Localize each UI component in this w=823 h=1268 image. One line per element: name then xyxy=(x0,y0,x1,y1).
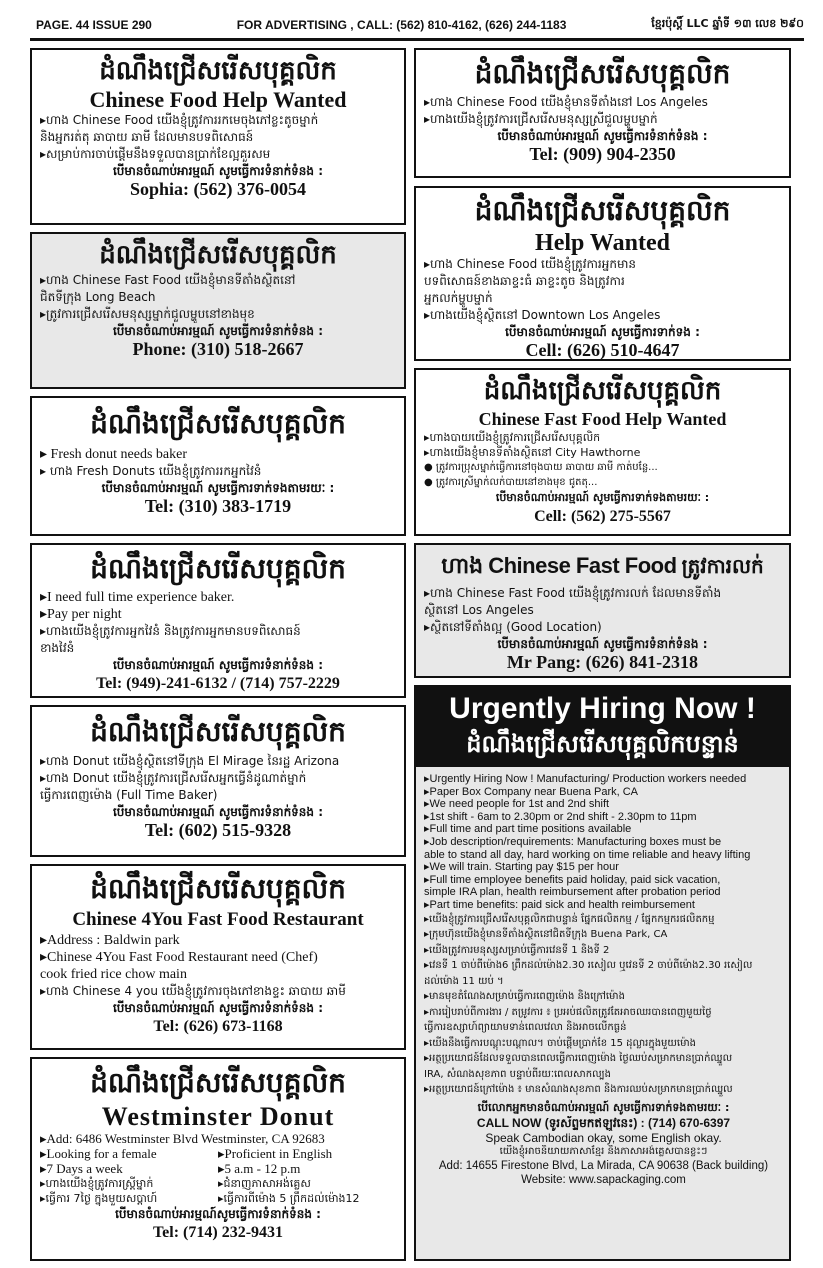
ad-line: ▸ការរៀបរាប់ពីការងារ / តម្រូវការ ៖ ប្រអប់ផលិតត្រូវតែអាចឈរបានពេញមួយថ្ងៃ xyxy=(424,1006,712,1018)
ad-details-left xyxy=(40,1146,218,1206)
ad-line: ▸យើងនឹងធ្វើការបណ្តុះបណ្តាល។ ចាប់ផ្តើមប្រាក់ខែ 15 ដុល្លារក្នុងមួយម៉ោង xyxy=(424,1037,696,1049)
ad-chinese-fast-food-hawthorne xyxy=(414,368,791,536)
ad-chinese-fast-food-for-sale xyxy=(414,543,791,678)
ad-line: ▸ក្រុមហ៊ុនយើងខ្ញុំមានទីតាំងស្ថិតនៅជិតទីក្រុង Buena Park, CA xyxy=(424,929,668,941)
ad-help-wanted-downtown xyxy=(414,186,791,361)
ad-line: ▸ហាង Donut យើងខ្ញុំត្រូវការជ្រើសរើសអ្នកធ្វើនំដូណាត់ម្នាក់ xyxy=(40,771,307,785)
ad-full-time-baker xyxy=(30,543,406,698)
ad-title-khmer: ដំណឹងជ្រើសរើសបុគ្គលិក xyxy=(99,56,337,86)
ad-line: ខាងវៃនំ xyxy=(40,641,75,655)
ad-line: ▸ស្ថិតនៅទីតាំងល្អ (Good Location) xyxy=(424,620,602,634)
ad-line: ▸ធ្វើការពីម៉ោង 5 ព្រឹកដល់ម៉ោង12 xyxy=(218,1192,360,1205)
ad-call-now: CALL NOW (ទូរស័ព្ទមកឥឡូវនេះ) : (714) 670-6397 xyxy=(476,1115,731,1130)
banner-khmer: ដំណឹងជ្រើសរើសបុគ្គលិកបន្ទាន់ xyxy=(416,727,789,767)
ad-line: ▸វេនទី 1 ចាប់ពីម៉ោង6 ព្រឹកដល់ម៉ោង2.30 រសៀល ឬវេនទី 2 ចាប់ពីម៉ោង2.30 រសៀល xyxy=(424,960,753,972)
ad-line: ▸ហាង Chinese Food យើងខ្ញុំមានទីតាំងនៅ Los Angeles xyxy=(424,95,708,109)
ad-chinese-food-los-angeles xyxy=(414,48,791,178)
ad-line: ▸ហាងយើងខ្ញុំត្រូវការជ្រើសរើសមនុស្សស្រីជួលម្ហូបម្នាក់ xyxy=(424,112,658,126)
ad-line: ▸I need full time experience baker. xyxy=(40,590,235,605)
ad-title-khmer: ដំណឹងជ្រើសរើសបុគ្គលិក xyxy=(483,376,722,406)
ad-details-right xyxy=(218,1146,396,1206)
ad-title-english: Westminster Donut xyxy=(101,1102,335,1131)
ad-line: ▸5 a.m - 12 p.m xyxy=(218,1161,301,1176)
ad-phone: Tel: (310) 383-1719 xyxy=(144,496,292,516)
page-issue: PAGE. 44 ISSUE 290 xyxy=(36,18,152,32)
ad-phone: Cell: (562) 275-5567 xyxy=(534,508,671,525)
ad-title-english: Chinese Food Help Wanted xyxy=(89,87,347,112)
ad-details xyxy=(40,1146,396,1206)
ad-cta: បើលោកអ្នកមានចំណាប់អារម្មណ៍ សូមធ្វើការទាក់ទងតាមរយៈ : xyxy=(477,1100,730,1114)
ad-line: ▸Urgently Hiring Now ! Manufacturing/ Production workers needed xyxy=(424,773,747,785)
advertising-contact: FOR ADVERTISING , CALL: (562) 810-4162, (626) 244-1183 xyxy=(236,18,567,32)
ad-cta: បើមានចំណាប់អារម្មណ៍ សូមធ្វើការទាក់ទងតាមរយៈ : xyxy=(101,481,335,495)
ad-donut-el-mirage xyxy=(30,705,406,857)
ad-line: ▸មានមុខតំណែងសម្រាប់ធ្វើការពេញម៉ោង និងក្រៅម៉ោង xyxy=(424,991,625,1003)
ad-line: ធ្វើការឧស្សាហ៍ព្យាយាមទាន់ពេលវេលា និងអាចលើកធ្ងន់ xyxy=(424,1022,627,1034)
ad-line: ▸ហាង Donut យើងខ្ញុំស្ថិតនៅទីក្រុង El Mirage នៃរដ្ឋ Arizona xyxy=(40,754,340,768)
ad-language-en: Speak Cambodian okay, some English okay. xyxy=(485,1130,722,1145)
ad-title-english: Chinese Fast Food Help Wanted xyxy=(478,409,727,429)
ad-urgently-hiring xyxy=(414,685,791,1261)
ad-line: ▸ហាង Chinese Fast Food យើងខ្ញុំត្រូវការលក់ ដែលមានទីតាំង xyxy=(424,586,722,600)
publication-info: ខ្មែរប៉ុស្តិ៍ LLC ឆ្នាំទី ១៣ លេខ ២៩០ xyxy=(651,17,804,30)
ad-line: ▸1st shift - 6am to 2.30pm or 2nd shift - 2.30pm to 11pm xyxy=(424,810,697,823)
ad-line: ▸We will train. Starting pay $15 per hour xyxy=(424,861,619,874)
ad-sale-title xyxy=(424,549,781,585)
ad-line: ▸ធ្វើការ 7ថ្ងៃ ក្នុងមួយសប្ដាហ៍ xyxy=(40,1192,158,1205)
ad-line: ស្ថិតនៅ Los Angeles xyxy=(424,603,534,617)
ad-line: ▸Paper Box Company near Buena Park, CA xyxy=(424,785,639,798)
ad-line: ▸7 Days a week xyxy=(40,1161,123,1176)
page-header xyxy=(36,14,804,36)
ad-line: ▸ហាង Chinese Food យើងខ្ញុំត្រូវការអ្នកមាន xyxy=(424,257,637,271)
ad-address: Add: 14655 Firestone Blvd, La Mirada, CA 90638 (Back building) xyxy=(438,1159,769,1172)
ad-body xyxy=(416,767,789,1187)
ad-title-khmer: ដំណឹងជ្រើសរើសបុគ្គលិក xyxy=(90,872,346,905)
ad-chinese-fast-food-long-beach xyxy=(30,232,406,389)
ad-westminster-donut xyxy=(30,1057,406,1261)
ad-cta: បើមានចំណាប់អារម្មណ៍ សូមធ្វើការទំនាក់ទំនង : xyxy=(112,164,324,178)
ad-line: ▸ ហាង Fresh Donuts យើងខ្ញុំត្រូវការរកអ្នកវៃនំ xyxy=(40,464,262,478)
ad-title-khmer: ដំណឹងជ្រើសរើសបុគ្គលិក xyxy=(90,715,346,748)
ad-title-khmer: ដំណឹងជ្រើសរើសបុគ្គលិក xyxy=(90,552,346,585)
ad-cta: បើមានចំណាប់អារម្មណ៍សូមធ្វើការទំនាក់ទំនង : xyxy=(115,1207,321,1221)
ad-phone: Phone: (310) 518-2667 xyxy=(132,339,304,359)
ad-line: ▸ហាងយើងខ្ញុំស្ថិតនៅ Downtown Los Angeles xyxy=(424,308,661,322)
ad-line: ▸អត្ថប្រយោជន៍ដែលទទួលបានពេលធ្វើការពេញម៉ោង ថ្ងៃឈប់សម្រាកមានប្រាក់ឈ្នួល xyxy=(424,1053,733,1065)
ad-line: ▸ជំនាញភាសាអង់គ្លេស xyxy=(218,1177,311,1190)
ad-cta: បើមានចំណាប់អារម្មណ៍ សូមធ្វើការទំនាក់ទំនង : xyxy=(497,637,708,651)
ad-line: ▸ត្រូវការជ្រើសរើសមនុស្សម្នាក់ជួលម្ហូបនៅខាងមុខ xyxy=(40,307,255,321)
ad-cta: បើមានចំណាប់អារម្មណ៍ សូមធ្វើការទំនាក់ទំនង : xyxy=(112,805,324,819)
ad-phone: Tel: (714) 232-9431 xyxy=(152,1224,284,1241)
ad-line: ▸Proficient in English xyxy=(218,1146,333,1161)
ad-line: ▸ហាង Chinese 4 you យើងខ្ញុំត្រូវការចុងភៅខាងខ្ទះ ឆាបាយ ឆាមី xyxy=(40,984,346,998)
ad-phone: Sophia: (562) 376-0054 xyxy=(129,179,306,199)
ad-line: ● ត្រូវការស្រីម្នាក់លក់បាយនៅខាងមុខ ជូតតុ... xyxy=(424,477,598,488)
ad-line: IRA, សំណងសុខភាព បន្ទាប់ពីរយៈពេលសាកល្បង xyxy=(424,1068,611,1080)
ad-sale-title-khmer-right: ត្រូវការលក់ xyxy=(681,554,764,578)
ad-line: ▸ហាង Chinese Fast Food យើងខ្ញុំមានទីតាំងស្ថិតនៅ xyxy=(40,273,296,287)
ad-chinese-food-help-wanted xyxy=(30,48,406,225)
ad-title-english: Chinese 4You Fast Food Restaurant xyxy=(72,909,364,930)
ad-cta: បើមានចំណាប់អារម្មណ៍ សូមធ្វើការទាក់ទងតាមរយៈ : xyxy=(495,491,710,504)
ad-cta: បើមានចំណាប់អារម្មណ៍ សូមធ្វើការទាក់ទង : xyxy=(505,325,700,339)
ad-line: ▸We need people for 1st and 2nd shift xyxy=(424,798,610,811)
ad-cta: បើមានចំណាប់អារម្មណ៍ សូមធ្វើការទំនាក់ទំនង : xyxy=(112,1001,324,1015)
ad-address: ▸Add: 6486 Westminster Blvd Westminster, CA 92683 xyxy=(40,1131,325,1146)
ad-phone: Tel: (909) 904-2350 xyxy=(529,144,676,164)
banner-english: Urgently Hiring Now ! xyxy=(416,687,789,727)
ad-line: ធ្វើការពេញម៉ោង (Full Time Baker) xyxy=(40,788,218,802)
ad-line: ▸សម្រាប់ការចាប់ផ្ដើមនឹងទទួលបានប្រាក់ខែល្អគួរសម xyxy=(40,147,271,161)
ad-line: ▸Address : Baldwin park xyxy=(40,933,180,948)
ad-line: ▸អត្ថប្រយោជន៍ក្រៅម៉ោង ៖ មានសំណងសុខភាព និងការឈប់សម្រាកមានប្រាក់ឈ្នួល xyxy=(424,1084,733,1096)
ad-fresh-donut-baker xyxy=(30,396,406,536)
ad-line: ▸Pay per night xyxy=(40,607,122,622)
ad-sale-title-english: Chinese Fast Food xyxy=(488,553,677,578)
ad-language-kh: យើងខ្ញុំអាចនិយាយភាសាខ្មែរ និងភាសាអង់គ្លេសបានខ្លះៗ xyxy=(499,1145,708,1157)
ad-line: ▸យើងខ្ញុំត្រូវការជ្រើសរើសបុគ្គលិកជាបន្ទាន់ ផ្នែកផលិតកម្ម / ផ្នែកកម្មករផលិតកម្ម xyxy=(424,913,715,925)
ad-phone: Tel: (602) 515-9328 xyxy=(144,820,292,840)
ad-phone: Tel: (626) 673-1168 xyxy=(153,1018,283,1035)
ad-line: ▸ហាងយើងខ្ញុំត្រូវការស្ត្រីម្នាក់ xyxy=(40,1177,154,1190)
ad-phone: Cell: (626) 510-4647 xyxy=(525,340,680,360)
ad-cta: បើមានចំណាប់អារម្មណ៍ សូមធ្វើការទំនាក់ទំនង : xyxy=(112,658,324,672)
ad-line: អ្នកលក់ម្ហូបម្នាក់ xyxy=(424,291,493,305)
ad-title-khmer: ដំណឹងជ្រើសរើសបុគ្គលិក xyxy=(474,57,731,90)
ad-line: cook fried rice chow main xyxy=(40,967,187,982)
ad-cta: បើមានចំណាប់អារម្មណ៍ សូមធ្វើការទំនាក់ទំនង : xyxy=(497,129,708,143)
ad-chinese-4you xyxy=(30,864,406,1050)
ad-title-english: Help Wanted xyxy=(535,230,670,256)
ad-line: ▸Full time employee benefits paid holiday, paid sick vacation, xyxy=(424,873,721,886)
ad-title-khmer: ដំណឹងជ្រើសរើសបុគ្គលិក xyxy=(90,1066,346,1099)
ad-phone: Tel: (949)-241-6132 / (714) 757-2229 xyxy=(96,675,340,692)
ad-sale-title-khmer-left: ហាង xyxy=(441,554,484,579)
ad-cta: បើមានចំណាប់អារម្មណ៍ សូមធ្វើការទំនាក់ទំនង : xyxy=(112,324,324,338)
ad-website: Website: www.sapackaging.com xyxy=(521,1173,686,1186)
ad-line: ▸Looking for a female xyxy=(40,1146,157,1161)
ad-phone: Mr Pang: (626) 841-2318 xyxy=(506,652,699,672)
ad-line: ▸យើងត្រូវការមនុស្សសម្រាប់ធ្វើការវេនទី 1 និងទី 2 xyxy=(424,944,610,956)
ad-line: able to stand all day, hard working on time reliable and heavy lifting xyxy=(424,848,751,861)
ad-line: simple IRA plan, health reimbursement after probation period xyxy=(424,886,721,899)
header-rule xyxy=(30,38,804,41)
ad-line: ▸Part time benefits: paid sick and health reimbursement xyxy=(424,898,695,911)
ad-line: ● ត្រូវការប្រុសម្នាក់ធ្វើការនៅចុងបាយ ឆាបាយ ឆាមី កាត់បន្លែ... xyxy=(424,462,658,473)
ad-title-khmer: ដំណឹងជ្រើសរើសបុគ្គលិក xyxy=(90,407,346,440)
ad-line: ▸Chinese 4You Fast Food Restaurant need (Chef) xyxy=(40,950,318,965)
ad-title-khmer: ដំណឹងជ្រើសរើសបុគ្គលិក xyxy=(99,240,337,270)
ad-line: ▸ Fresh donut needs baker xyxy=(40,447,187,462)
ad-line: ▸ហាង Chinese Food យើងខ្ញុំត្រូវការរកមេចុងភៅខ្លះតូចម្នាក់ xyxy=(40,113,319,127)
ad-line: ▸Job description/requirements: Manufacturing boxes must be xyxy=(424,835,722,848)
ad-line: បទពិសោធន៍ខាងឆាខ្ទះធំ ឆាខ្ទះតូច និងត្រូវការ xyxy=(424,274,625,288)
ad-title-khmer: ដំណឹងជ្រើសរើសបុគ្គលិក xyxy=(474,194,731,227)
ad-line: និងអ្នករត់តុ ឆាបាយ ឆាមី ដែលមានបទពិសោធន៍ xyxy=(40,130,254,144)
ad-line: ▸ហាងយើងខ្ញុំត្រូវការអ្នកវៃនំ និងត្រូវការអ្នកមានបទពិសោធន៍ xyxy=(40,624,301,638)
ad-line: ▸ហាងយើងខ្ញុំមានទីតាំងស្ថិតនៅ City Hawthorne xyxy=(424,446,641,459)
ad-line: ជិតទីក្រុង Long Beach xyxy=(40,290,156,304)
ad-line: ▸Full time and part time positions available xyxy=(424,823,632,836)
ad-line: ▸ហាងបាយយើងខ្ញុំត្រូវការជ្រើសរើសបុគ្គលិក xyxy=(424,431,601,444)
ad-line: ដល់ម៉ោង 11 យប់ ។ xyxy=(424,975,504,987)
